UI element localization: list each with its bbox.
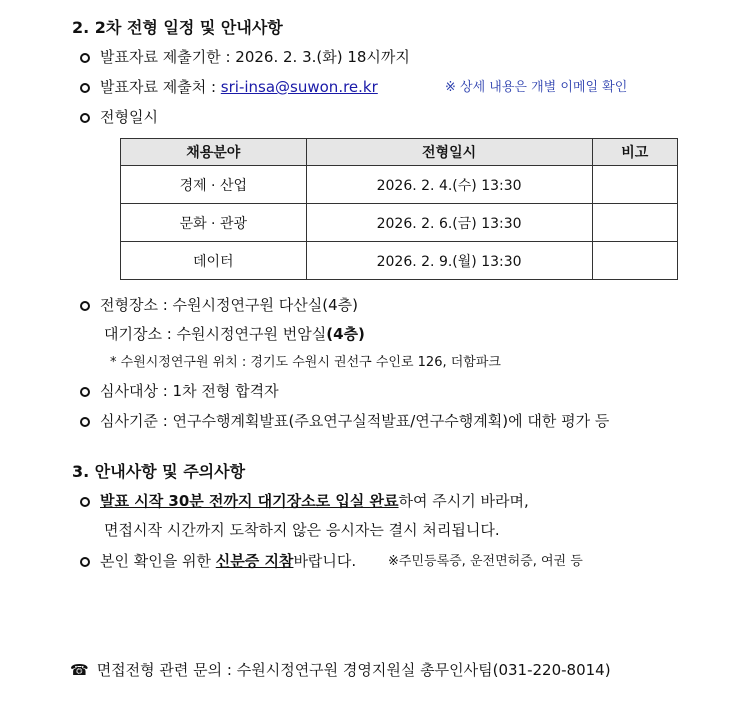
phone-icon: ☎ — [70, 661, 89, 679]
submit-item — [80, 77, 378, 97]
table-cell-datetime: 2026. 2. 9.(월) 13:30 — [306, 242, 592, 280]
table-row — [121, 204, 678, 242]
waiting-item — [104, 324, 365, 344]
target-text: 심사대상 : 1차 전형 합격자 — [100, 382, 279, 400]
table-header-datetime: 전형일시 — [306, 139, 592, 166]
table-cell-field: 데이터 — [121, 242, 307, 280]
table-cell-field: 문화 · 관광 — [121, 204, 307, 242]
submit-label: 발표자료 제출처 : — [100, 78, 221, 96]
bullet-icon — [80, 417, 90, 427]
section2-title: 2. 2차 전형 일정 및 안내사항 — [72, 18, 283, 37]
notice-item-1 — [80, 491, 529, 511]
bullet-icon — [80, 387, 90, 397]
target-item — [80, 381, 279, 401]
waiting-floor: (4층) — [326, 325, 365, 343]
bullet-icon — [80, 83, 90, 93]
contact-line — [70, 660, 611, 680]
bullet-icon — [80, 53, 90, 63]
deadline-item — [80, 47, 410, 67]
notice-2-note: ※주민등록증, 운전면허증, 여권 등 — [388, 554, 583, 569]
submit-note: ※ 상세 내용은 개별 이메일 확인 — [445, 80, 628, 95]
venue-item — [80, 295, 358, 315]
criteria-text: 심사기준 : 연구수행계획발표(주요연구실적발표/연구수행계획)에 대한 평가 등 — [100, 412, 610, 430]
schedule-table — [120, 138, 678, 280]
table-header-note: 비고 — [592, 139, 677, 166]
location-note: * 수원시정연구원 위치 : 경기도 수원시 권선구 수인로 126, 더함파크 — [110, 355, 501, 370]
table-header-row — [121, 139, 678, 166]
table-cell-datetime: 2026. 2. 4.(수) 13:30 — [306, 166, 592, 204]
venue-text: 전형장소 : 수원시정연구원 다산실(4층) — [100, 296, 358, 314]
notice-1-emphasis: 발표 시작 30분 전까지 대기장소로 입실 완료 — [100, 492, 399, 510]
criteria-item — [80, 411, 609, 431]
table-row — [121, 166, 678, 204]
table-header-field: 채용분야 — [121, 139, 307, 166]
table-cell-datetime: 2026. 2. 6.(금) 13:30 — [306, 204, 592, 242]
table-cell-field: 경제 · 산업 — [121, 166, 307, 204]
bullet-icon — [80, 113, 90, 123]
bullet-icon — [80, 557, 90, 567]
notice-1-rest: 하여 주시기 바라며, — [398, 492, 529, 510]
notice-2-suffix: 바랍니다. — [293, 552, 357, 570]
bullet-icon — [80, 301, 90, 311]
table-row — [121, 242, 678, 280]
waiting-text: 대기장소 : 수원시정연구원 번암실 — [104, 325, 327, 343]
deadline-text: 발표자료 제출기한 : 2026. 2. 3.(화) 18시까지 — [100, 48, 410, 66]
schedule-label: 전형일시 — [100, 108, 158, 126]
submit-email-link[interactable]: sri-insa@suwon.re.kr — [220, 78, 378, 96]
notice-2-prefix: 본인 확인을 위한 — [100, 552, 216, 570]
notice-item-1-line2: 면접시작 시간까지 도착하지 않은 응시자는 결시 처리됩니다. — [104, 521, 500, 539]
bullet-icon — [80, 497, 90, 507]
notice-item-2 — [80, 551, 356, 571]
schedule-item — [80, 107, 158, 127]
notice-2-emphasis: 신분증 지참 — [215, 552, 294, 570]
contact-text: 면접전형 관련 문의 : 수원시정연구원 경영지원실 총무인사팀(031-220-8014) — [96, 661, 611, 679]
table-cell-note — [592, 166, 677, 204]
section3-title: 3. 안내사항 및 주의사항 — [72, 462, 246, 481]
table-cell-note — [592, 242, 677, 280]
table-cell-note — [592, 204, 677, 242]
